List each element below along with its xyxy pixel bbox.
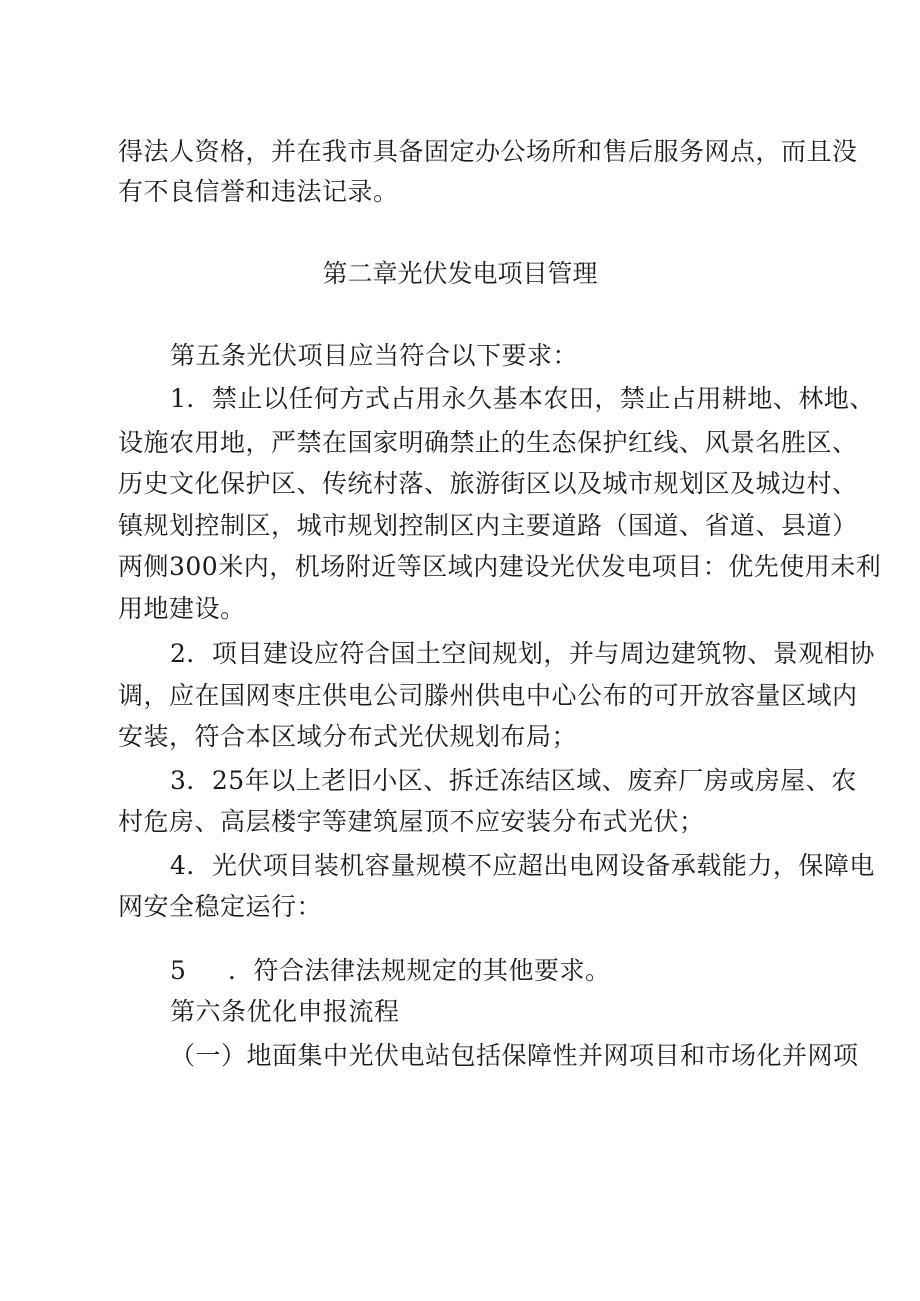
article-5-item-2-line-3: 安装，符合本区域分布式光伏规划布局； bbox=[118, 722, 578, 751]
article-6-item-1-line-1: （一）地面集中光伏电站包括保障性并网项目和市场化并网项 bbox=[170, 1041, 859, 1070]
article-5-item-5-text: ．符合法律法规规定的其他要求。 bbox=[228, 956, 611, 985]
article-5-item-3-line-2: 村危房、高层楼宇等建筑屋顶不应安装分布式光伏； bbox=[118, 807, 705, 836]
article-5-item-5 bbox=[170, 955, 611, 987]
continuation-line-2: 有不良信誉和违法记录。 bbox=[118, 177, 399, 206]
article-5-item-4-line-2: 网安全稳定运行： bbox=[118, 892, 323, 921]
chapter-title: 第二章光伏发电项目管理 bbox=[322, 259, 598, 288]
article-5-item-4-line-1: 4．光伏项目装机容量规模不应超出电网设备承载能力，保障电 bbox=[170, 851, 875, 880]
continuation-line-1: 得法人资格，并在我市具备固定办公场所和售后服务网点，而且没 bbox=[118, 137, 858, 166]
article-5-item-3-line-1: 3．25年以上老旧小区、拆迁冻结区域、废弃厂房或房屋、农 bbox=[170, 766, 857, 795]
article-5-title: 第五条光伏项目应当符合以下要求： bbox=[170, 341, 579, 370]
article-5-item-1-line-2: 设施农用地，严禁在国家明确禁止的生态保护红线、风景名胜区、 bbox=[118, 428, 858, 457]
article-5-item-1-line-3: 历史文化保护区、传统村落、旅游街区以及城市规划区及城边村、 bbox=[118, 469, 858, 498]
article-5-item-2-line-1: 2．项目建设应符合国土空间规划，并与周边建筑物、景观相协 bbox=[170, 639, 875, 668]
article-5-item-1-line-6: 用地建设。 bbox=[118, 594, 246, 623]
article-5-item-1-line-5: 两侧300米内，机场附近等区域内建设光伏发电项目：优先使用未利 bbox=[118, 552, 882, 581]
article-6-title: 第六条优化申报流程 bbox=[170, 997, 400, 1026]
article-5-item-1-line-4: 镇规划控制区，城市规划控制区内主要道路（国道、省道、县道） bbox=[118, 511, 858, 540]
article-5-item-2-line-2: 调，应在国网枣庄供电公司滕州供电中心公布的可开放容量区域内 bbox=[118, 681, 858, 710]
article-5-item-1-line-1: 1．禁止以任何方式占用永久基本农田，禁止占用耕地、林地、 bbox=[170, 384, 875, 413]
article-5-item-5-number: 5 bbox=[170, 956, 187, 985]
